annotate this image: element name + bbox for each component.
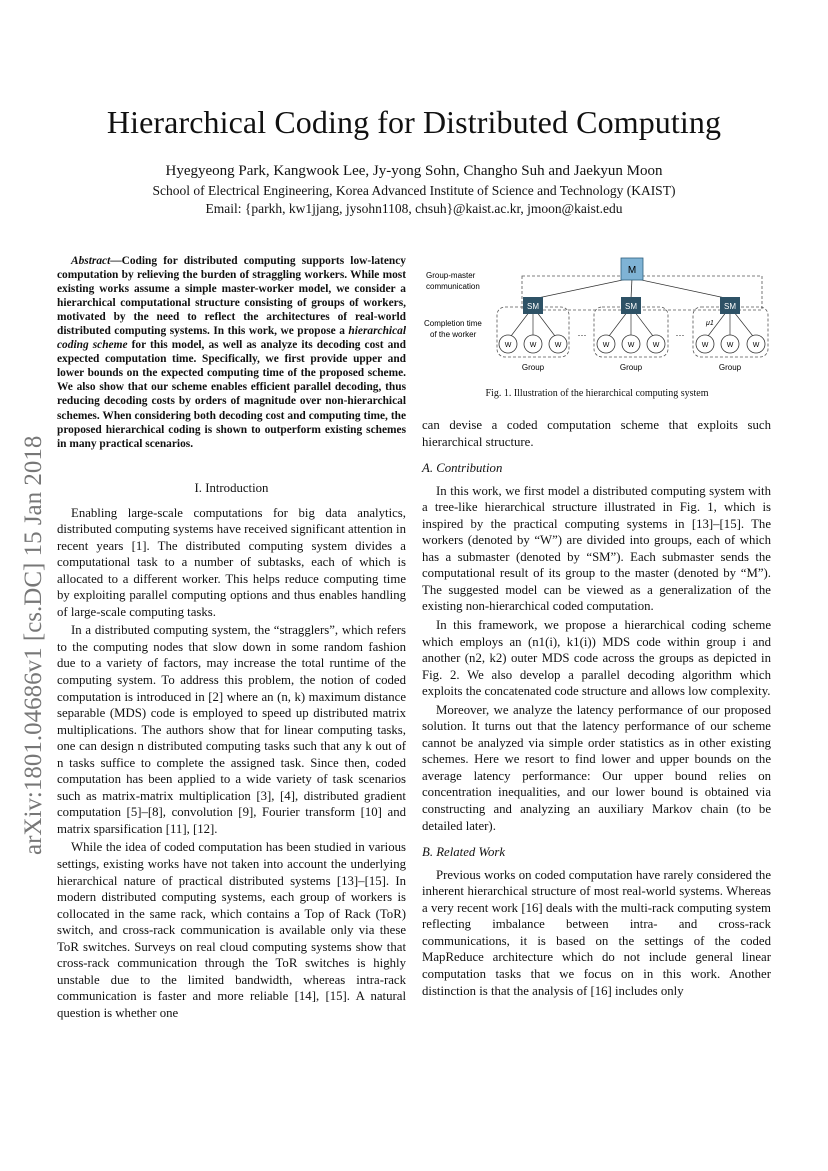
ellipsis: ··· [675, 330, 685, 340]
figure-label-group-master-1: Group-master [426, 271, 476, 280]
abstract-text-1: Coding for distributed computing supports low-latency computation by relieving the burden of straggling workers. While most existing works assume a simple master-worker model, we consider a hierarchical computational structure consisting of groups of workers, motivated by the need to reflect the architectures of real-world distributed computing systems. In this work, we propose a [57, 255, 406, 338]
submaster-label: SM [625, 302, 637, 311]
subsection-heading-related-work: B. Related Work [422, 845, 506, 860]
worker-label: W [726, 342, 734, 349]
arxiv-identifier: arXiv:1801.04686v1 [cs.DC] 15 Jan 2018 [20, 435, 47, 855]
worker-label: W [627, 342, 635, 349]
contribution-paragraph-2: In this framework, we propose a hierarchical coding scheme which employs an (n1(i), k1(i)) MDS code within group i and another (n2, k2) outer MDS code across the groups as depicted in Fig. 2. We also develop a parallel decoding algorithm which exploits the concatenated code structure and allows low complexity. [422, 618, 771, 699]
figure-hierarchical-system [422, 252, 772, 377]
group-3 [693, 297, 768, 372]
figure-caption: Fig. 1. Illustration of the hierarchical computing system [485, 388, 709, 399]
ellipsis: ··· [577, 330, 587, 340]
abstract-dash: — [110, 255, 122, 267]
paper-title: Hierarchical Coding for Distributed Computing [106, 104, 722, 140]
intro-paragraph-2: In a distributed computing system, the “stragglers”, which refers to the computing nodes that slow down in some random fashion due to a variety of factors, may increase the total runtime of the computing system. To address this problem, the notion of coded computation is introduced in [2] where an (n, k) maximum distance separable (MDS) code is employed to speed up distributed matrix multiplications. The authors show that for linear computing tasks, one can design n distributed computing tasks such that any k out of n tasks suffice to complete the assigned task. Since then, coded computation has been applied to a wide variety of task scenarios such as matrix-matrix multiplication [3], [4], distributed gradient computation [5]–[8], convolution [9], Fourier transform [10] and matrix sparsification [11], [12]. [57, 623, 406, 836]
mu-label: μ1 [706, 320, 714, 327]
worker-label: W [752, 342, 760, 349]
paper-email: Email: {parkh, kw1jjang, jysohn1108, chsuh}@kaist.ac.kr, jmoon@kaist.edu [205, 201, 623, 216]
figure-label-completion-2: of the worker [430, 330, 477, 339]
intro-paragraph-1: Enabling large-scale computations for big data analytics, distributed computing systems have received significant attention in recent years [1]. The distributed computing system divides a computational task to a number of subtasks, each of which is allocated to a different worker. This helps reduce computing time by exploiting parallel computing options and thus enables handling of large-scale computing tasks. [57, 505, 406, 619]
section-heading-introduction: I. Introduction [194, 481, 269, 495]
abstract [57, 254, 406, 451]
intro-section [57, 480, 406, 1024]
figure-label-completion-1: Completion time [424, 319, 482, 328]
right-column [422, 417, 771, 1001]
group-label: Group [521, 363, 545, 372]
group-2 [594, 297, 668, 372]
contribution-paragraph-3: Moreover, we analyze the latency performance of our proposed solution. It turns out that the latency performance of our scheme cannot be analyzed via simple order statistics as in other existing schemes. Here we resort to find lower and upper bounds on the average latency performance: Our upper bound relies on concentration inequalities, and our lower bound is obtained via constructing and analyzing an auxiliary Markov chain (to be detailed later). [422, 702, 771, 833]
group-label: Group [619, 363, 643, 372]
submaster-label: SM [527, 302, 539, 311]
worker-label: W [652, 342, 660, 349]
contribution-paragraph-1: In this work, we first model a distributed computing system with a tree-like hierarchical structure illustrated in Fig. 1, which is inspired by the practical computing systems in [13]–[15]. The workers (denoted by “W”) are divided into groups, each of which has a submaster (denoted by “SM”). Each submaster sends the computational result of its group to the master (denoted by “M”). The suggested model can be viewed as a generalization of the existing non-hierarchical coded computation. [422, 483, 771, 614]
paper-authors: Hyegyeong Park, Kangwook Lee, Jy-yong Sohn, Changho Suh and Jaekyun Moon [165, 163, 663, 179]
subsection-heading-contribution: A. Contribution [422, 461, 503, 476]
worker-label: W [701, 342, 709, 349]
intro-continuation: can devise a coded computation scheme that exploits such hierarchical structure. [422, 418, 771, 449]
abstract-label: Abstract [71, 255, 111, 267]
figure-label-group-master-2: communication [426, 282, 480, 291]
worker-label: W [504, 342, 512, 349]
worker-label: W [554, 342, 562, 349]
worker-label: W [602, 342, 610, 349]
abstract-text-2: for this model, as well as analyze its decoding cost and expected computation time. Specifically, we first provide upper and lower bounds on the expected computing time of the proposed scheme. We also show that our scheme enables efficient parallel decoding, thus reducing decoding costs by orders of magnitude over non-hierarchical schemes. When considering both decoding cost and computing time, the proposed hierarchical coding is shown to outperform existing schemes in many practical scenarios. [57, 339, 406, 450]
intro-paragraph-3: While the idea of coded computation has been studied in various settings, existing works have not taken into account the underlying hierarchical nature of practical distributed systems [13]–[15]. In modern distributed computing systems, each group of workers is collocated in the same rack, which contains a Top of Rack (ToR) switch, and cross-rack communication is available only via these ToR switches. Surveys on real cloud computing systems show that cross-rack communication through the ToR switches is highly unstable due to the limited bandwidth, whereas intra-rack communication is faster and more reliable [14], [15]. A natural question is whether one [57, 840, 406, 1020]
abstract-emphasis: hierarchical coding scheme [57, 325, 406, 352]
group-1 [497, 297, 569, 372]
related-work-paragraph-1: Previous works on coded computation have rarely considered the inherent hierarchical structure of most real-world systems. Whereas a very recent work [16] deals with the multi-rack computing system reflecting imbalance between intra- and cross-rack communications, it is based on the settings of the coded MapReduce architecture which do not include general linear computation tasks that we focus on in this work. Another distinction is that the analysis of [16] includes only [422, 867, 771, 998]
group-label: Group [718, 363, 742, 372]
submaster-label: SM [724, 302, 736, 311]
paper-affiliation: School of Electrical Engineering, Korea Advanced Institute of Science and Technology (KAIST) [152, 183, 676, 198]
master-node-label: M [627, 265, 637, 276]
worker-label: W [529, 342, 537, 349]
